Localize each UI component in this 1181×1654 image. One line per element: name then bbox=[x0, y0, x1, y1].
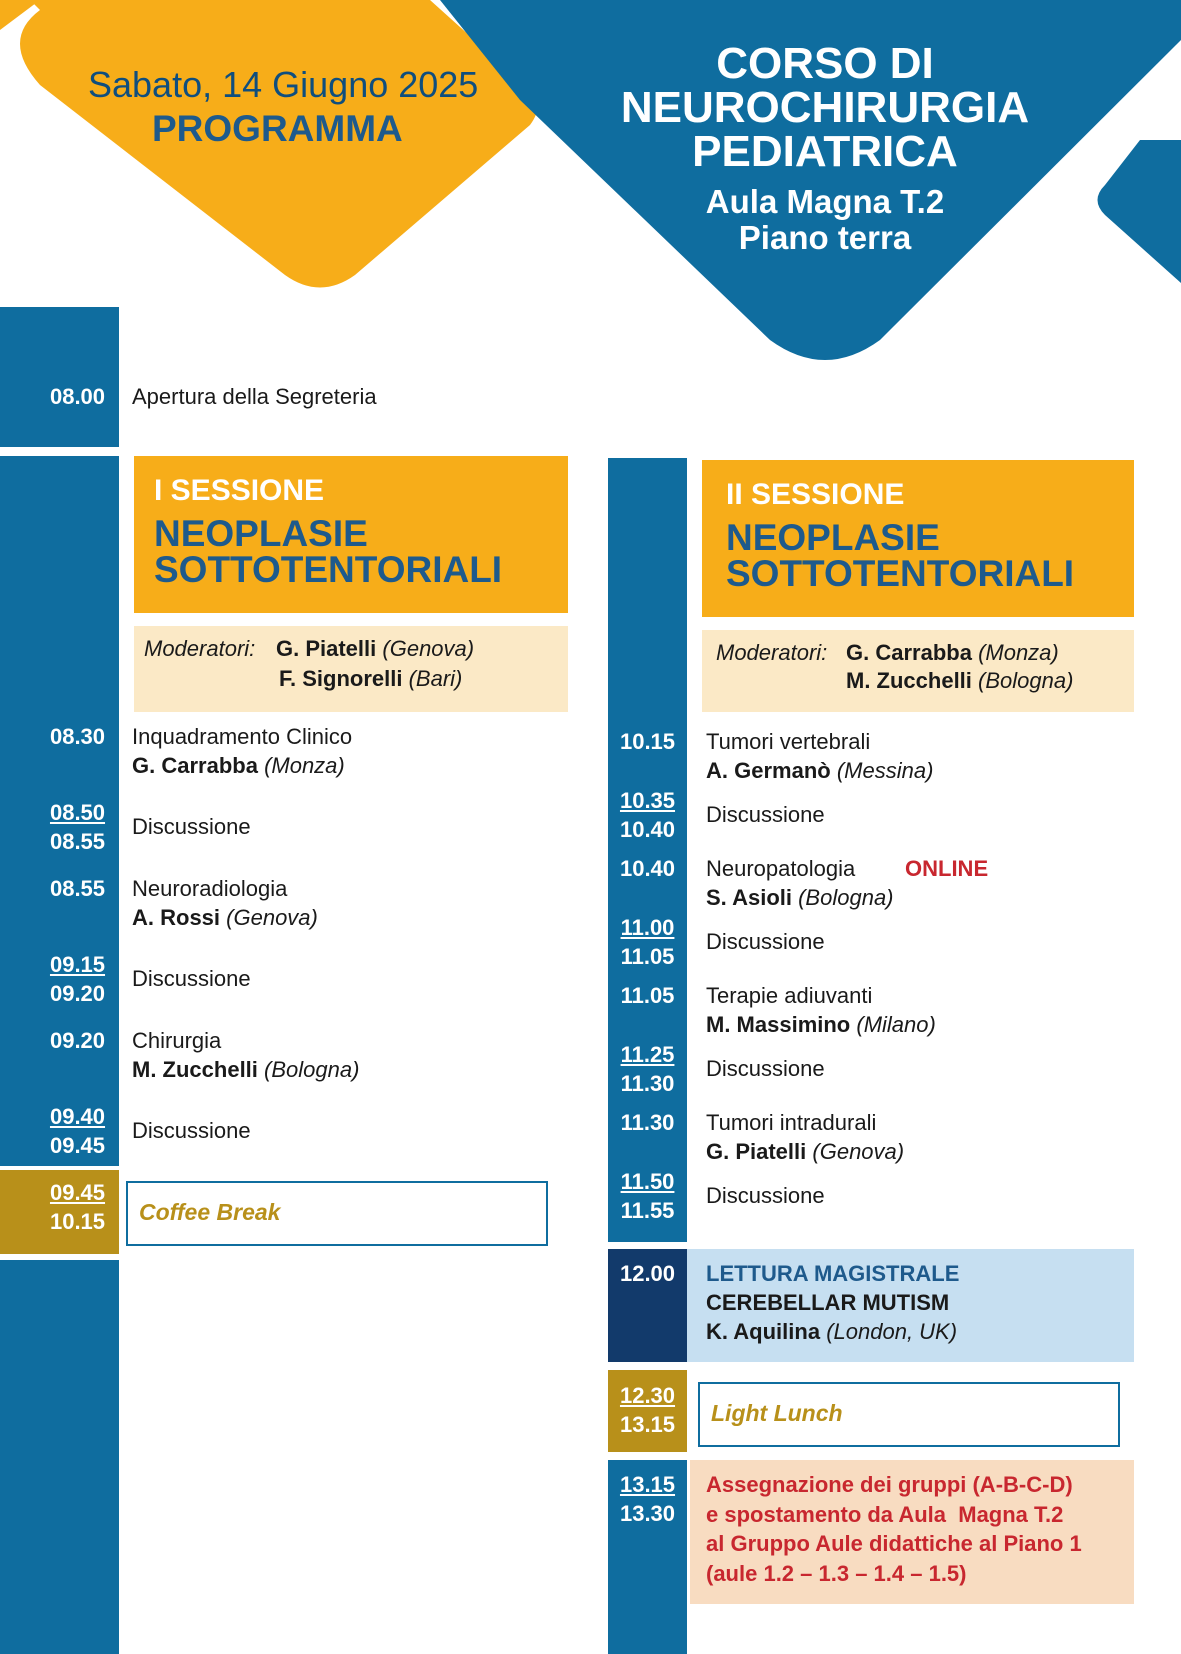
lecture-time: 12.00 bbox=[619, 1261, 676, 1286]
talk-speaker: S. Asioli bbox=[706, 885, 792, 910]
session1-moderator-2 bbox=[279, 664, 462, 693]
discussion-time bbox=[608, 1040, 687, 1098]
session1-moderators bbox=[134, 626, 568, 712]
talk-title: Tumori intradurali bbox=[706, 1110, 877, 1135]
moderator-name: G. Carrabba bbox=[846, 640, 972, 665]
moderator-place: (Genova) bbox=[382, 636, 475, 661]
session1-number: I SESSIONE bbox=[154, 474, 325, 507]
session2-moderator-2 bbox=[846, 666, 1073, 695]
talk-time: 10.40 bbox=[619, 856, 676, 881]
discussion-label: Discussione bbox=[706, 1183, 825, 1208]
talk-title: Terapie adiuvanti bbox=[706, 983, 873, 1008]
left-bar-opening bbox=[0, 307, 119, 447]
talk-speaker: M. Massimino bbox=[706, 1012, 851, 1037]
talk-time: 08.55 bbox=[49, 876, 106, 901]
programma-label: PROGRAMMA bbox=[152, 108, 403, 149]
coffee-break-box bbox=[126, 1181, 548, 1246]
time-end: 11.30 bbox=[620, 1071, 675, 1096]
talk bbox=[706, 727, 933, 785]
time-start: 11.00 bbox=[620, 915, 675, 940]
discussion-label: Discussione bbox=[132, 1118, 251, 1143]
session2-moderator-1 bbox=[846, 638, 1059, 667]
discussion-time bbox=[40, 798, 115, 856]
talk bbox=[706, 981, 936, 1039]
groups-time bbox=[608, 1470, 687, 1528]
groups-box bbox=[690, 1460, 1134, 1604]
session2-title-line2: SOTTOTENTORIALI bbox=[726, 553, 1075, 594]
time-start: 10.35 bbox=[619, 788, 676, 813]
moderator-name: G. Piatelli bbox=[276, 636, 377, 661]
time-start: 09.45 bbox=[49, 1180, 106, 1205]
session2-moderators-label: Moderatori: bbox=[716, 640, 828, 665]
groups-text bbox=[706, 1470, 1082, 1588]
lunch-time bbox=[608, 1381, 687, 1439]
discussion-label: Discussione bbox=[132, 966, 251, 991]
discussion-label: Discussione bbox=[132, 814, 251, 839]
talk-speaker: K. Aquilina bbox=[706, 1319, 821, 1344]
talk-title: Neuroradiologia bbox=[132, 876, 288, 901]
time-start: 08.50 bbox=[49, 800, 106, 825]
discussion-time bbox=[608, 913, 687, 971]
talk-title: Neuropatologia bbox=[706, 856, 856, 881]
talk-place: (Bologna) bbox=[264, 1057, 360, 1082]
talk bbox=[132, 874, 318, 932]
talk-title: Inquadramento Clinico bbox=[132, 724, 353, 749]
moderator-place: (Monza) bbox=[978, 640, 1059, 665]
moderator-place: (Bari) bbox=[408, 666, 463, 691]
time-end: 11.55 bbox=[620, 1198, 675, 1223]
talk-time: 11.05 bbox=[620, 983, 675, 1008]
time-end: 13.15 bbox=[619, 1412, 676, 1437]
time-end: 08.55 bbox=[49, 829, 106, 854]
moderator-place: (Bologna) bbox=[978, 668, 1074, 693]
discussion-time bbox=[608, 1167, 687, 1225]
talk bbox=[706, 854, 894, 912]
session1-moderator-1 bbox=[276, 634, 474, 663]
session2-header bbox=[702, 460, 1134, 617]
talk-time: 11.30 bbox=[620, 1110, 675, 1135]
course-title-line3: PEDIATRICA bbox=[692, 127, 958, 176]
session1-title-line2: SOTTOTENTORIALI bbox=[154, 549, 503, 590]
lecture-box bbox=[687, 1249, 1134, 1362]
talk-speaker: A. Germanò bbox=[706, 758, 831, 783]
talk-speaker: A. Rossi bbox=[132, 905, 221, 930]
talk bbox=[706, 1108, 904, 1166]
course-title-line2: NEUROCHIRURGIA bbox=[620, 83, 1030, 132]
left-bar-bottom bbox=[0, 1260, 119, 1654]
discussion-time bbox=[608, 786, 687, 844]
time-end: 13.30 bbox=[619, 1501, 676, 1526]
time-end: 10.40 bbox=[619, 817, 676, 842]
talk-place: (London, UK) bbox=[826, 1319, 958, 1344]
session1-title-line1: NEOPLASIE bbox=[154, 513, 368, 554]
talk bbox=[132, 1026, 359, 1084]
discussion-label: Discussione bbox=[706, 929, 825, 954]
time-start: 12.30 bbox=[619, 1383, 676, 1408]
time-start: 09.40 bbox=[49, 1104, 106, 1129]
time-end: 09.20 bbox=[49, 981, 106, 1006]
talk-title: Tumori vertebrali bbox=[706, 729, 871, 754]
venue bbox=[590, 184, 1060, 256]
coffee-time bbox=[40, 1178, 115, 1236]
session1-moderators-label: Moderatori: bbox=[144, 636, 256, 661]
discussion-time bbox=[40, 950, 115, 1008]
talk-place: (Milano) bbox=[856, 1012, 936, 1037]
light-lunch-box bbox=[698, 1382, 1120, 1447]
talk-place: (Monza) bbox=[264, 753, 345, 778]
online-badge: ONLINE bbox=[905, 856, 989, 881]
time-start: 09.15 bbox=[49, 952, 106, 977]
moderator-name: F. Signorelli bbox=[279, 666, 403, 691]
discussion-label: Discussione bbox=[706, 1056, 825, 1081]
groups-line: Assegnazione dei gruppi (A-B-C-D) bbox=[706, 1472, 1073, 1497]
time-end: 09.45 bbox=[49, 1133, 106, 1158]
talk-title: Chirurgia bbox=[132, 1028, 222, 1053]
opening-label: Apertura della Segreteria bbox=[132, 384, 377, 409]
venue-line2: Piano terra bbox=[738, 219, 912, 256]
time-end: 11.05 bbox=[620, 944, 675, 969]
groups-line: al Gruppo Aule didattiche al Piano 1 bbox=[706, 1531, 1082, 1556]
opening-time: 08.00 bbox=[49, 384, 106, 409]
lecture-title: CEREBELLAR MUTISM bbox=[706, 1290, 950, 1315]
coffee-break-label: Coffee Break bbox=[139, 1199, 281, 1225]
session2-number: II SESSIONE bbox=[726, 478, 905, 511]
event-date: Sabato, 14 Giugno 2025 bbox=[88, 64, 479, 105]
course-title bbox=[590, 39, 1060, 176]
blue-small-diamond bbox=[1098, 140, 1181, 283]
talk-speaker: M. Zucchelli bbox=[132, 1057, 258, 1082]
light-lunch-label: Light Lunch bbox=[711, 1400, 843, 1426]
lecture-speaker bbox=[706, 1317, 957, 1346]
talk-place: (Genova) bbox=[226, 905, 318, 930]
groups-line: (aule 1.2 – 1.3 – 1.4 – 1.5) bbox=[706, 1560, 967, 1586]
discussion-label: Discussione bbox=[706, 802, 825, 827]
talk-time: 08.30 bbox=[49, 724, 106, 749]
session2-moderators bbox=[702, 630, 1134, 712]
session1-title bbox=[154, 513, 503, 590]
talk-time: 10.15 bbox=[619, 729, 676, 754]
talk-speaker: G. Carrabba bbox=[132, 753, 258, 778]
talk bbox=[132, 722, 352, 780]
course-title-line1: CORSO DI bbox=[716, 39, 934, 88]
lecture-label: LETTURA MAGISTRALE bbox=[706, 1261, 960, 1286]
discussion-time bbox=[40, 1102, 115, 1160]
session2-title bbox=[726, 517, 1075, 594]
venue-line1: Aula Magna T.2 bbox=[705, 183, 945, 220]
time-start: 11.25 bbox=[620, 1042, 675, 1067]
time-start: 11.50 bbox=[620, 1169, 675, 1194]
groups-line: e spostamento da Aula Magna T.2 bbox=[706, 1501, 1064, 1527]
session2-title-line1: NEOPLASIE bbox=[726, 517, 940, 558]
time-end: 10.15 bbox=[49, 1209, 106, 1234]
time-start: 13.15 bbox=[619, 1472, 676, 1497]
moderator-name: M. Zucchelli bbox=[846, 668, 972, 693]
talk-place: (Messina) bbox=[836, 758, 934, 783]
talk-place: (Bologna) bbox=[798, 885, 894, 910]
talk-time: 09.20 bbox=[49, 1028, 106, 1053]
talk-speaker: G. Piatelli bbox=[706, 1139, 807, 1164]
talk-place: (Genova) bbox=[812, 1139, 905, 1164]
session1-header bbox=[134, 456, 568, 613]
